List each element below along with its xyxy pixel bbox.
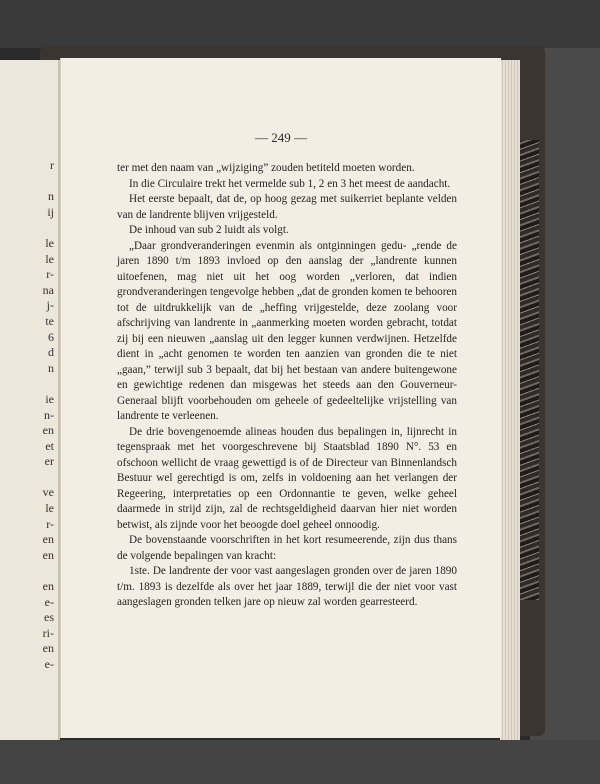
paragraph: De inhoud van sub 2 luidt als volgt.: [129, 224, 289, 236]
paragraph: 1ste. De landrente der voor vast aangeslagen gronden over de jaren 1890 t/m. 1893 is dezelfde als over het jaar 1889, terwijl die der niet voor vast aangeslagen gronden telken jare op nieuw zal worden gearresteerd.: [117, 565, 457, 608]
left-page-text: [43, 158, 54, 673]
left-page-fragment: er: [44, 454, 54, 469]
left-page-fragment: [43, 174, 54, 190]
page-edges: [500, 60, 520, 740]
left-page-fragment: n: [48, 360, 54, 375]
left-page-fragment: es: [44, 610, 54, 625]
page-text: [117, 161, 457, 611]
paragraph: ter met den naam van „wijziging” zouden betiteld moeten worden.: [117, 162, 415, 174]
left-page: [0, 60, 60, 740]
left-page-fragment: en: [42, 423, 54, 438]
left-page-fragment: ie: [45, 391, 54, 406]
left-page-fragment: et: [45, 438, 54, 453]
left-page-fragment: [43, 563, 54, 579]
paragraph: De drie bovengenoemde alineas houden dus bepalingen in, lijnrecht in tegenspraak met het voorgeschrevene bij Staatsblad 1890 N°. 53 en ofschoon wellicht de vraag gewettigd is of de Directeur van Binnenlandsch Bestuur wel gerechtigd is om, zelfs in voldoening aan het verlangen der Regeering, interpretaties op een Ordonnantie te geven, welke geheel daarmede in strijd zijn, zal de rechtsgeldigheid daarvan hier niet worden betwist, als zijnde voor het beoogde doel geheel onnoodig.: [117, 425, 457, 531]
left-page-fragment: r: [50, 158, 54, 172]
paragraph: „Daar grondveranderingen evenmin als ontginningen gedu- „rende de jaren 1890 t/m 1893 invloed op den aanslag der „landrente kunnen uitoefenen, mag niet uit het oog worden „verloren, dat indien grondveranderingen tengevolge hebben „dat de gronden komen te behooren tot de uitdrukkelijk van de „heffing vrijgestelde, deze zoolang voor afschrijving van landrente in „aanmerking moeten worden gebracht, totdat zij bij een nieuwen „aanslag uit den legger kunnen verdwijnen. Hetzelfde dient in „acht genomen te worden ten aanzien van gronden die te niet „gaan,” terwijl sub 3 bepaalt, dat bij het bestaan van andere buitengewone en gewichtige redenen dan misgewas het steeds aan den Gouverneur-Generaal blijft voorbehouden om geheele of gedeeltelijke vrijstelling van landrente te verleenen.: [117, 239, 457, 422]
left-page-fragment: ri-: [42, 625, 54, 640]
left-page-fragment: en: [42, 532, 54, 547]
left-page-fragment: en: [42, 641, 54, 656]
background-bottom: [0, 740, 600, 784]
left-page-fragment: en: [42, 579, 54, 594]
left-page-fragment: [43, 470, 54, 486]
book-page: [60, 58, 501, 738]
left-page-fragment: e-: [44, 594, 54, 609]
page-number: — 249 —: [255, 130, 307, 145]
left-page-fragment: n-: [44, 407, 54, 422]
left-page-fragment: 6: [48, 329, 54, 344]
paragraph: De bovenstaande voorschriften in het kort resumeerende, zijn dus thans de volgende bepalingen van kracht:: [117, 534, 457, 562]
left-page-fragment: ve: [42, 485, 54, 500]
left-page-fragment: le: [45, 501, 54, 516]
left-page-fragment: ij: [47, 204, 54, 219]
paragraph: In die Circulaire trekt het vermelde sub 1, 2 en 3 het meest de aandacht.: [129, 177, 451, 190]
left-page-fragment: le: [45, 235, 54, 250]
left-page-fragment: n: [48, 189, 54, 204]
left-page-fragment: r-: [46, 267, 54, 282]
left-page-fragment: d: [48, 345, 54, 360]
left-page-fragment: te: [45, 313, 54, 328]
paragraph: Het eerste bepaalt, dat de, op hoog gezag met suikerriet beplante velden van de landrente blijven vrijgesteld.: [117, 193, 457, 221]
left-page-fragment: en: [42, 547, 54, 562]
left-page-fragment: [43, 376, 54, 392]
background-top: [0, 0, 600, 48]
left-page-fragment: j-: [46, 298, 54, 313]
left-page-fragment: [43, 220, 54, 236]
left-page-fragment: e-: [44, 657, 54, 671]
left-page-fragment: r-: [46, 516, 54, 531]
left-page-fragment: le: [45, 251, 54, 266]
left-page-fragment: na: [42, 282, 54, 297]
